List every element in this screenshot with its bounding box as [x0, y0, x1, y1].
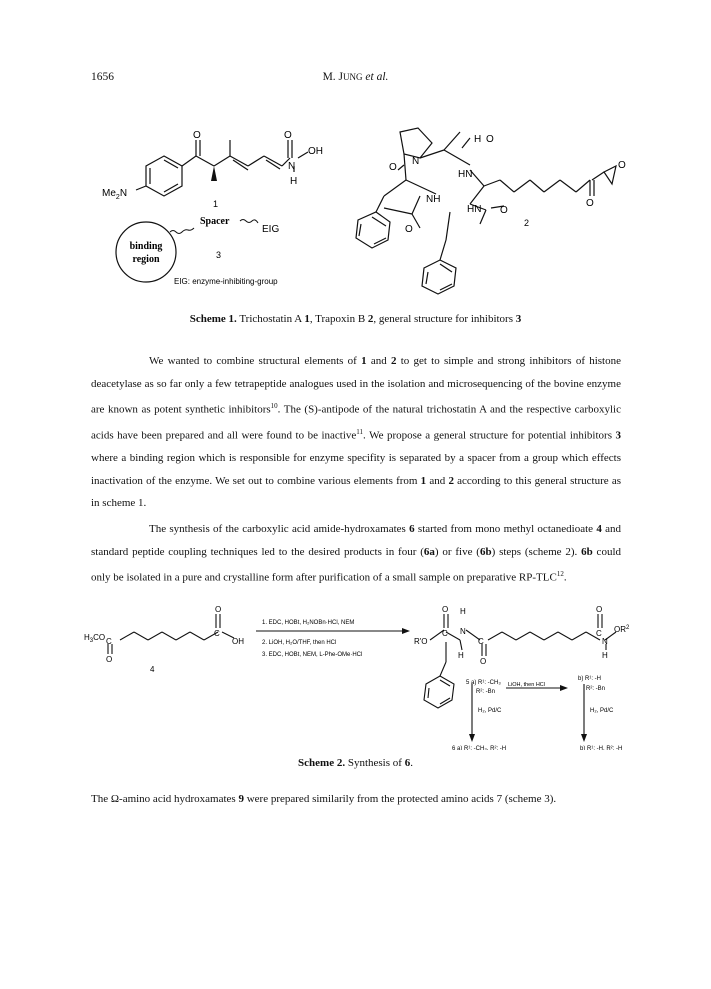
- s2-oh: OH: [232, 637, 244, 646]
- s2-h2: H: [458, 651, 464, 660]
- p1-run: 2: [390, 355, 397, 367]
- page-number: 1656: [91, 71, 114, 83]
- p2-run: 6b: [479, 545, 492, 558]
- s2-n1: N: [460, 627, 466, 636]
- s2-n2: N: [602, 637, 608, 646]
- region-label: region: [132, 254, 160, 265]
- eig-label: EIG: [262, 224, 280, 235]
- scheme2-caption: Scheme 2. Synthesis of 6.: [298, 757, 413, 769]
- spacer-label: Spacer: [200, 216, 230, 227]
- p2-run: started from mono methyl octanedioate: [414, 523, 597, 535]
- p2-run: ) or five (: [434, 545, 480, 558]
- scheme1-caption: Scheme 1. Trichostatin A 1, Trapoxin B 2, general structure for inhibitors 3: [189, 313, 522, 325]
- s2-c1: C: [106, 637, 112, 646]
- compound-5a-line2: R²: -Bn: [476, 689, 496, 695]
- tb-label-o3: O: [500, 205, 508, 216]
- p2-run: .: [563, 571, 567, 584]
- p2-run: 4: [596, 523, 602, 535]
- compound-4-label: 4: [150, 665, 155, 674]
- tb-label-o1: O: [486, 134, 494, 145]
- s2-h3co: $H_3CO$: [84, 633, 106, 644]
- paragraph-3: [91, 788, 621, 811]
- tb-label-o4: O: [405, 224, 413, 235]
- s2-o4: O: [480, 657, 487, 666]
- s2-c4: C: [478, 637, 484, 646]
- tb-label-o5: O: [618, 160, 626, 171]
- h2-pdc-right: H₂, Pd/C: [590, 708, 614, 714]
- paragraph-2: [91, 518, 621, 589]
- tb-label-hn1: HN: [458, 169, 473, 180]
- p3-run: 9: [238, 793, 244, 805]
- tb-label-n: N: [412, 156, 420, 167]
- lioh-reagent: LiOH, then HCl: [508, 682, 545, 688]
- p2-run: 6a: [423, 545, 435, 558]
- p3-run: The Ω-amino acid hydroxamates: [91, 793, 239, 805]
- compound-3-label: 3: [216, 250, 222, 260]
- tb-label-h: H: [474, 134, 482, 145]
- compound-1-label: 1: [213, 199, 219, 209]
- p1-run: We wanted to combine structural elements of: [149, 355, 362, 367]
- p1-run: 3: [615, 429, 621, 442]
- reagent-step-2: 2. LiOH, H₂O/THF, then HCl: [262, 640, 337, 646]
- compound-2-label: 2: [524, 218, 530, 228]
- s2-h1: H: [460, 607, 466, 616]
- eig-definition: EIG: enzyme-inhibiting-group: [174, 277, 278, 286]
- tb-label-hn2: HN: [467, 204, 482, 215]
- s2-o1: O: [106, 655, 113, 664]
- p2-run: 12: [556, 570, 564, 578]
- tb-label-nh: NH: [426, 194, 441, 205]
- s2-o3: O: [442, 605, 449, 614]
- running-header-author: M. JUNG et al.: [322, 71, 389, 83]
- s1-label-oh: OH: [308, 146, 323, 157]
- p2-run: 6: [409, 523, 415, 535]
- binding-label: binding: [129, 241, 163, 252]
- p1-run: according to this general structure as in scheme 1.: [91, 474, 621, 510]
- s2-o5: O: [596, 605, 603, 614]
- s2-c5: C: [596, 629, 602, 638]
- s2-r1o: R'O: [414, 637, 428, 646]
- p3-run: were prepared similarily from the protected amino acids 7 (scheme 3).: [243, 793, 557, 805]
- h2-pdc-left: H₂, Pd/C: [478, 708, 502, 714]
- compound-6b-label: b) R¹: -H, R²: -H: [580, 746, 623, 750]
- p2-run: and standard peptide coupling techniques led to the desired products in four (: [91, 523, 621, 558]
- s1-label-o2: O: [284, 130, 292, 141]
- s2-c2: C: [214, 629, 220, 638]
- tb-label-o6: O: [586, 198, 594, 209]
- tb-label-o2: O: [389, 162, 397, 173]
- p1-run: 11: [356, 428, 364, 437]
- scheme2-figure: [0, 600, 711, 750]
- p1-run: 1: [361, 355, 367, 367]
- p2-run: could only be isolated in a pure and crystalline form after purification of a small sample on preparative RP-TLC: [91, 545, 621, 584]
- p1-run: to get to simple and strong inhibitors of histone deacetylase as so far only a few tetrapeptide analogues used in the isolation and microsequencing of the bovine enzyme are known as potent synthetic inhibitors: [91, 355, 621, 416]
- p1-run: and: [426, 474, 449, 487]
- s2-h3: H: [602, 651, 608, 660]
- reagent-step-3: 3. EDC, HOBt, NEM, L-Phe-OMe·HCl: [262, 652, 363, 658]
- p1-run: 10: [270, 402, 278, 410]
- s1-label-n: N: [288, 161, 296, 172]
- paragraph-1: [91, 350, 621, 515]
- s2-o2: O: [215, 605, 222, 614]
- compound-6a-label: 6 a) R¹: -CH₃, R²: -H: [452, 746, 507, 750]
- s2-or2: $OR^2$: [614, 625, 630, 634]
- scheme1-figure: [0, 0, 711, 300]
- s1-label-h: H: [290, 176, 298, 187]
- p1-run: and: [366, 355, 391, 367]
- p1-run: . We propose a general structure for potential inhibitors: [363, 429, 616, 442]
- p1-run: 1: [420, 474, 427, 487]
- s1-label-me2n: $Me_2N$: [102, 188, 128, 201]
- p2-run: ) steps (scheme 2).: [491, 545, 582, 558]
- compound-5a-line1: 5 a) R¹: -CH₃: [466, 680, 501, 686]
- s2-c3: C: [442, 629, 448, 638]
- p1-run: . The (S)-antipode of the natural trichostatin A and the respective carboxylic acids have been prepared and all were found to be inactive: [91, 403, 621, 442]
- reagent-step-1: 1. EDC, HOBt, H₂NOBn·HCl, NEM: [262, 620, 355, 626]
- p1-run: where a binding region which is responsible for enzyme specifity is separated by a spacer from a group which effects inactivation of the enzyme. We set out to combine various elements from: [91, 452, 621, 487]
- p2-run: The synthesis of the carboxylic acid amide-hydroxamates: [149, 523, 410, 535]
- compound-5b-line2: R²: -Bn: [586, 686, 606, 692]
- s1-label-o1: O: [193, 130, 201, 141]
- p2-run: 6b: [581, 545, 593, 558]
- compound-5b-line1: b) R¹: -H: [578, 676, 601, 682]
- p1-run: 2: [448, 474, 454, 487]
